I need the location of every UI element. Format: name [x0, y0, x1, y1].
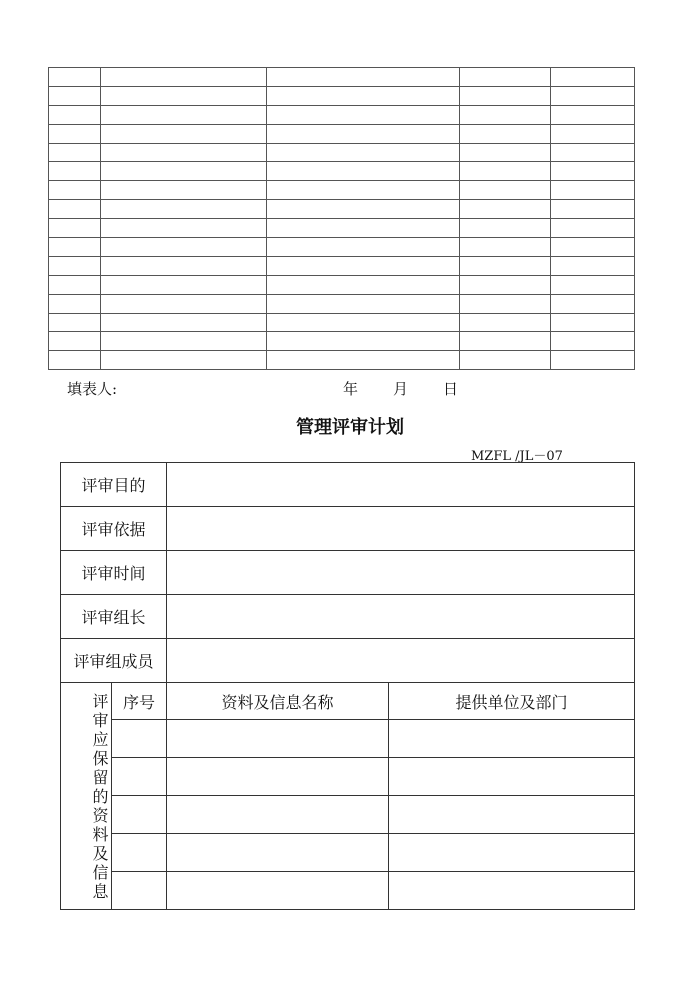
table-cell[interactable] — [49, 200, 101, 219]
table-cell[interactable] — [49, 332, 101, 351]
table-cell[interactable] — [267, 68, 460, 87]
table-cell[interactable] — [49, 294, 101, 313]
table-row — [49, 143, 635, 162]
table-cell[interactable] — [101, 105, 267, 124]
table-cell[interactable] — [267, 219, 460, 238]
table-cell[interactable] — [551, 351, 635, 370]
table-row — [49, 105, 635, 124]
table-row — [49, 124, 635, 143]
date-month-label: 月 — [393, 380, 409, 398]
table-cell[interactable] — [460, 238, 551, 257]
table-cell[interactable] — [101, 143, 267, 162]
cell-name[interactable] — [167, 720, 389, 758]
table-cell[interactable] — [267, 256, 460, 275]
table-cell[interactable] — [101, 200, 267, 219]
cell-dept[interactable] — [389, 872, 635, 910]
table-cell[interactable] — [49, 313, 101, 332]
table-cell[interactable] — [267, 332, 460, 351]
table-cell[interactable] — [49, 219, 101, 238]
table-cell[interactable] — [551, 332, 635, 351]
table-cell[interactable] — [460, 332, 551, 351]
table-cell[interactable] — [551, 275, 635, 294]
table-cell[interactable] — [460, 124, 551, 143]
table-cell[interactable] — [551, 294, 635, 313]
table-cell[interactable] — [101, 181, 267, 200]
table-cell[interactable] — [551, 162, 635, 181]
table-cell[interactable] — [267, 181, 460, 200]
table-cell[interactable] — [460, 181, 551, 200]
table-row — [49, 238, 635, 257]
table-cell[interactable] — [101, 332, 267, 351]
table-row — [49, 351, 635, 370]
field-value-purpose[interactable] — [167, 463, 635, 507]
table-cell[interactable] — [267, 105, 460, 124]
table-cell[interactable] — [267, 294, 460, 313]
table-cell[interactable] — [551, 86, 635, 105]
table-cell[interactable] — [49, 86, 101, 105]
table-cell[interactable] — [551, 124, 635, 143]
table-cell[interactable] — [267, 86, 460, 105]
table-cell[interactable] — [460, 200, 551, 219]
table-cell[interactable] — [49, 351, 101, 370]
table-row — [49, 275, 635, 294]
table-cell[interactable] — [49, 181, 101, 200]
table-row — [49, 86, 635, 105]
table-row — [49, 181, 635, 200]
table-cell[interactable] — [101, 68, 267, 87]
table-cell[interactable] — [101, 275, 267, 294]
table-cell[interactable] — [101, 294, 267, 313]
table-cell[interactable] — [551, 256, 635, 275]
table-cell[interactable] — [267, 143, 460, 162]
materials-label: 评审应保留的资料及信息 — [61, 683, 112, 910]
cell-seq[interactable] — [112, 796, 167, 834]
table-cell[interactable] — [460, 256, 551, 275]
blank-record-table — [48, 67, 635, 370]
table-cell[interactable] — [551, 219, 635, 238]
table-cell[interactable] — [101, 124, 267, 143]
table-cell[interactable] — [267, 351, 460, 370]
table-cell[interactable] — [49, 256, 101, 275]
field-value-leader[interactable] — [167, 595, 635, 639]
table-cell[interactable] — [49, 105, 101, 124]
table-cell[interactable] — [460, 68, 551, 87]
cell-name[interactable] — [167, 796, 389, 834]
date-day-label: 日 — [443, 380, 459, 398]
table-cell[interactable] — [551, 105, 635, 124]
table-cell[interactable] — [551, 200, 635, 219]
table-cell[interactable] — [460, 162, 551, 181]
header-name: 资料及信息名称 — [167, 683, 389, 720]
filler-label: 填表人: — [67, 380, 118, 398]
field-label-leader: 评审组长 — [61, 595, 167, 639]
table-cell[interactable] — [551, 313, 635, 332]
table-row — [49, 219, 635, 238]
form-code: MZFL /JL－07 — [471, 449, 563, 464]
header-seq: 序号 — [112, 683, 167, 720]
field-value-members[interactable] — [167, 639, 635, 683]
date-year-label: 年 — [343, 380, 359, 398]
table-cell[interactable] — [460, 105, 551, 124]
table-row — [61, 872, 635, 910]
field-label-purpose: 评审目的 — [61, 463, 167, 507]
table-cell[interactable] — [49, 162, 101, 181]
table-cell[interactable] — [101, 256, 267, 275]
table-row — [61, 796, 635, 834]
table-cell[interactable] — [460, 143, 551, 162]
cell-seq[interactable] — [112, 720, 167, 758]
table-row — [49, 313, 635, 332]
table-row — [61, 834, 635, 872]
table-cell[interactable] — [551, 68, 635, 87]
table-cell[interactable] — [101, 86, 267, 105]
cell-name[interactable] — [167, 872, 389, 910]
table-cell[interactable] — [460, 294, 551, 313]
table-cell[interactable] — [49, 275, 101, 294]
table-cell[interactable] — [101, 313, 267, 332]
table-cell[interactable] — [267, 124, 460, 143]
field-label-time: 评审时间 — [61, 551, 167, 595]
cell-seq[interactable] — [112, 758, 167, 796]
table-row — [49, 332, 635, 351]
table-cell[interactable] — [460, 351, 551, 370]
table-cell[interactable] — [460, 86, 551, 105]
table-cell[interactable] — [49, 124, 101, 143]
table-cell[interactable] — [267, 200, 460, 219]
table-cell[interactable] — [49, 68, 101, 87]
table-row — [49, 162, 635, 181]
table-row — [49, 256, 635, 275]
table-row — [61, 720, 635, 758]
table-cell[interactable] — [267, 238, 460, 257]
table-cell[interactable] — [460, 313, 551, 332]
table-row — [49, 294, 635, 313]
table-cell[interactable] — [101, 238, 267, 257]
table-cell[interactable] — [267, 162, 460, 181]
table-cell[interactable] — [49, 143, 101, 162]
field-label-members: 评审组成员 — [61, 639, 167, 683]
page-title: 管理评审计划 — [296, 417, 404, 438]
cell-dept[interactable] — [389, 796, 635, 834]
cell-seq[interactable] — [112, 872, 167, 910]
table-cell[interactable] — [551, 143, 635, 162]
field-value-basis[interactable] — [167, 507, 635, 551]
cell-dept[interactable] — [389, 720, 635, 758]
cell-name[interactable] — [167, 758, 389, 796]
cell-name[interactable] — [167, 834, 389, 872]
review-plan-table — [60, 462, 635, 910]
table-cell[interactable] — [101, 219, 267, 238]
table-cell[interactable] — [551, 181, 635, 200]
table-cell[interactable] — [551, 238, 635, 257]
table-cell[interactable] — [49, 238, 101, 257]
table-cell[interactable] — [460, 275, 551, 294]
cell-dept[interactable] — [389, 758, 635, 796]
table-cell[interactable] — [101, 351, 267, 370]
cell-dept[interactable] — [389, 834, 635, 872]
field-value-time[interactable] — [167, 551, 635, 595]
cell-seq[interactable] — [112, 834, 167, 872]
table-cell[interactable] — [460, 219, 551, 238]
table-row — [49, 68, 635, 87]
table-cell[interactable] — [267, 313, 460, 332]
table-row — [49, 200, 635, 219]
field-label-basis: 评审依据 — [61, 507, 167, 551]
table-cell[interactable] — [101, 162, 267, 181]
table-cell[interactable] — [267, 275, 460, 294]
header-dept: 提供单位及部门 — [389, 683, 635, 720]
table-row — [61, 758, 635, 796]
